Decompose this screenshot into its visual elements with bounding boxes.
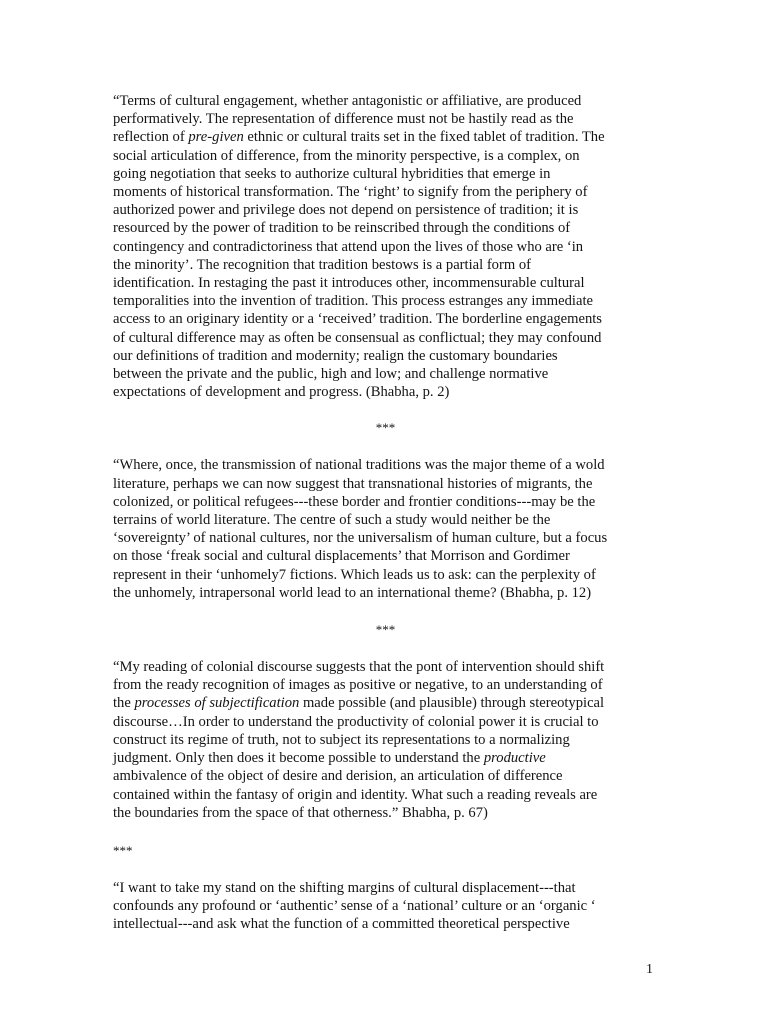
- text-line: contained within the fantasy of origin and identity. What such a reading reveals are: [113, 786, 598, 803]
- text-line: “Terms of cultural engagement, whether antagonistic or affiliative, are produced: [113, 93, 582, 109]
- text-line: on those ‘freak social and cultural displacements’ that Morrison and Gordimer: [113, 548, 570, 565]
- quote-paragraph-2: [113, 456, 658, 602]
- text-line: intellectual---and ask what the function of a committed theoretical perspective: [113, 916, 570, 933]
- text-line: expectations of development and progress. (Bhabha, p. 2): [113, 384, 450, 401]
- text-line: “Where, once, the transmission of national traditions was the major theme of a wold: [113, 457, 605, 474]
- text-line: represent in their ‘unhomely7 fictions. Which leads us to ask: can the perplexity of: [113, 566, 596, 583]
- italic-phrase: processes of subjectification: [134, 695, 300, 712]
- text-line: colonized, or political refugees---these border and frontier conditions---may be the: [113, 493, 596, 510]
- text-line: of cultural difference may as often be consensual as conflictual; they may confound: [113, 329, 602, 346]
- page-number: 1: [646, 962, 653, 977]
- text-line: the boundaries from the space of that otherness.” Bhabha, p. 67): [113, 804, 488, 821]
- text-line: literature, perhaps we can now suggest that transnational histories of migrants, the: [113, 475, 593, 492]
- text-line: temporalities into the invention of tradition. This process estranges any immediate: [113, 293, 593, 310]
- text-line: contingency and contradictoriness that attend upon the lives of those who are ‘in: [113, 238, 584, 255]
- text-line: between the private and the public, high and low; and challenge normative: [113, 366, 549, 383]
- text-line: judgment. Only then does it become possible to understand the productive: [113, 750, 546, 767]
- text-line: performatively. The representation of difference must not be hastily read as the: [113, 111, 574, 128]
- text-line: construct its regime of truth, not to subject its representations to a normalizing: [113, 731, 570, 748]
- section-separator: ***: [113, 842, 133, 858]
- text-line: discourse…In order to understand the productivity of colonial power it is crucial to: [113, 713, 599, 730]
- text-line: authorized power and privilege does not depend on persistence of tradition; it is: [113, 202, 579, 219]
- italic-phrase: productive: [483, 750, 546, 767]
- text-line: “My reading of colonial discourse suggests that the pont of intervention should shift: [113, 659, 605, 676]
- document-body: [113, 92, 658, 934]
- text-line: terrains of world literature. The centre of such a study would neither be the: [113, 512, 551, 529]
- text-line: ambivalence of the object of desire and derision, an articulation of difference: [113, 768, 563, 785]
- text-line: the unhomely, intrapersonal world lead to an international theme? (Bhabha, p. 12): [113, 584, 592, 601]
- text-line: the minority’. The recognition that tradition bestows is a partial form of: [113, 256, 531, 273]
- text-line: resourced by the power of tradition to be reinscribed through the conditions of: [113, 220, 571, 237]
- section-separator: ***: [375, 420, 396, 436]
- quote-paragraph-4: [113, 879, 658, 934]
- text-line: our definitions of tradition and modernity; realign the customary boundaries: [113, 347, 558, 364]
- text-line: confounds any profound or ‘authentic’ sense of a ‘national’ culture or an ‘organic ‘: [113, 898, 596, 915]
- text-line: identification. In restaging the past it introduces other, incommensurable cultural: [113, 275, 585, 292]
- text-line: access to an originary identity or a ‘received’ tradition. The borderline engagements: [113, 311, 602, 328]
- text-line: reflection of pre-given ethnic or cultural traits set in the fixed tablet of tradition. The: [113, 129, 605, 146]
- text-line: from the ready recognition of images as positive or negative, to an understanding of: [113, 677, 603, 694]
- text-line: social articulation of difference, from the minority perspective, is a complex, on: [113, 147, 580, 164]
- text-line: the processes of subjectification made possible (and plausible) through stereotypical: [113, 695, 605, 712]
- italic-phrase: pre-given: [188, 129, 244, 146]
- quote-paragraph-3: [113, 658, 658, 822]
- text-line: ‘sovereignty’ of national cultures, nor the universalism of human culture, but a focus: [113, 530, 608, 547]
- text-line: moments of historical transformation. The ‘right’ to signify from the periphery of: [113, 184, 588, 201]
- section-separator: ***: [375, 622, 396, 638]
- text-line: “I want to take my stand on the shifting margins of cultural displacement---that: [113, 879, 576, 896]
- text-line: going negotiation that seeks to authorize cultural hybridities that emerge in: [113, 165, 551, 182]
- quote-paragraph-1: [113, 92, 658, 401]
